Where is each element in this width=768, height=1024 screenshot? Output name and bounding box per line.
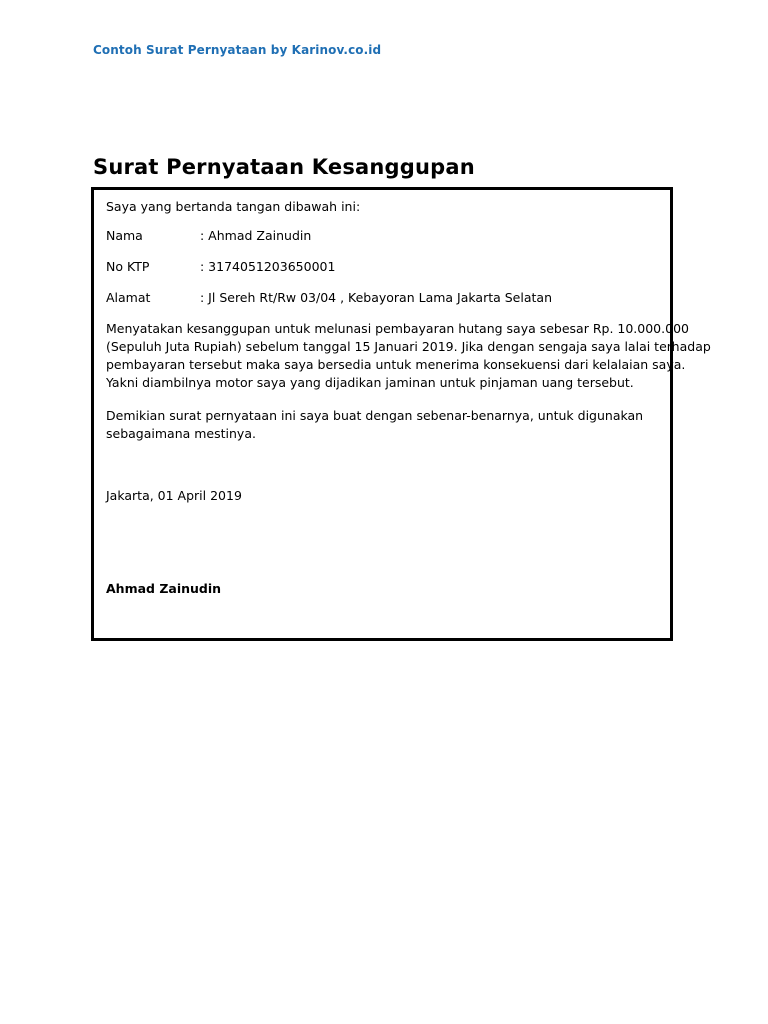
field-value: : Ahmad Zainudin bbox=[200, 228, 312, 243]
field-label: Alamat bbox=[106, 290, 151, 305]
statement-line: Menyatakan kesanggupan untuk melunasi pembayaran hutang saya sebesar Rp. 10.000.000 bbox=[106, 321, 689, 336]
letter-box bbox=[91, 187, 711, 641]
field-value: : 3174051203650001 bbox=[200, 259, 336, 274]
field-label: Nama bbox=[106, 228, 143, 243]
document-title: Surat Pernyataan Kesanggupan bbox=[93, 155, 475, 179]
field-label: No KTP bbox=[106, 259, 150, 274]
place-date: Jakarta, 01 April 2019 bbox=[106, 488, 242, 503]
field-value: : Jl Sereh Rt/Rw 03/04 , Kebayoran Lama Jakarta Selatan bbox=[200, 290, 552, 305]
statement-line: Yakni diambilnya motor saya yang dijadikan jaminan untuk pinjaman uang tersebut. bbox=[106, 375, 634, 390]
field-row-nama bbox=[106, 227, 311, 245]
statement-line: pembayaran tersebut maka saya bersedia untuk menerima konsekuensi dari kelalaian saya. bbox=[106, 357, 686, 372]
field-row-alamat bbox=[106, 289, 552, 307]
header-link[interactable]: Contoh Surat Pernyataan by Karinov.co.id bbox=[93, 43, 382, 57]
closing-paragraph bbox=[106, 407, 666, 443]
field-row-no-ktp bbox=[106, 258, 335, 276]
statement-paragraph bbox=[106, 320, 711, 392]
signer-name: Ahmad Zainudin bbox=[106, 581, 222, 596]
intro-text: Saya yang bertanda tangan dibawah ini: bbox=[106, 199, 361, 214]
closing-line: sebagaimana mestinya. bbox=[106, 426, 256, 441]
closing-line: Demikian surat pernyataan ini saya buat dengan sebenar-benarnya, untuk digunakan bbox=[106, 408, 644, 423]
statement-line: (Sepuluh Juta Rupiah) sebelum tanggal 15 Januari 2019. Jika dengan sengaja saya lalai terhadap bbox=[106, 339, 711, 354]
